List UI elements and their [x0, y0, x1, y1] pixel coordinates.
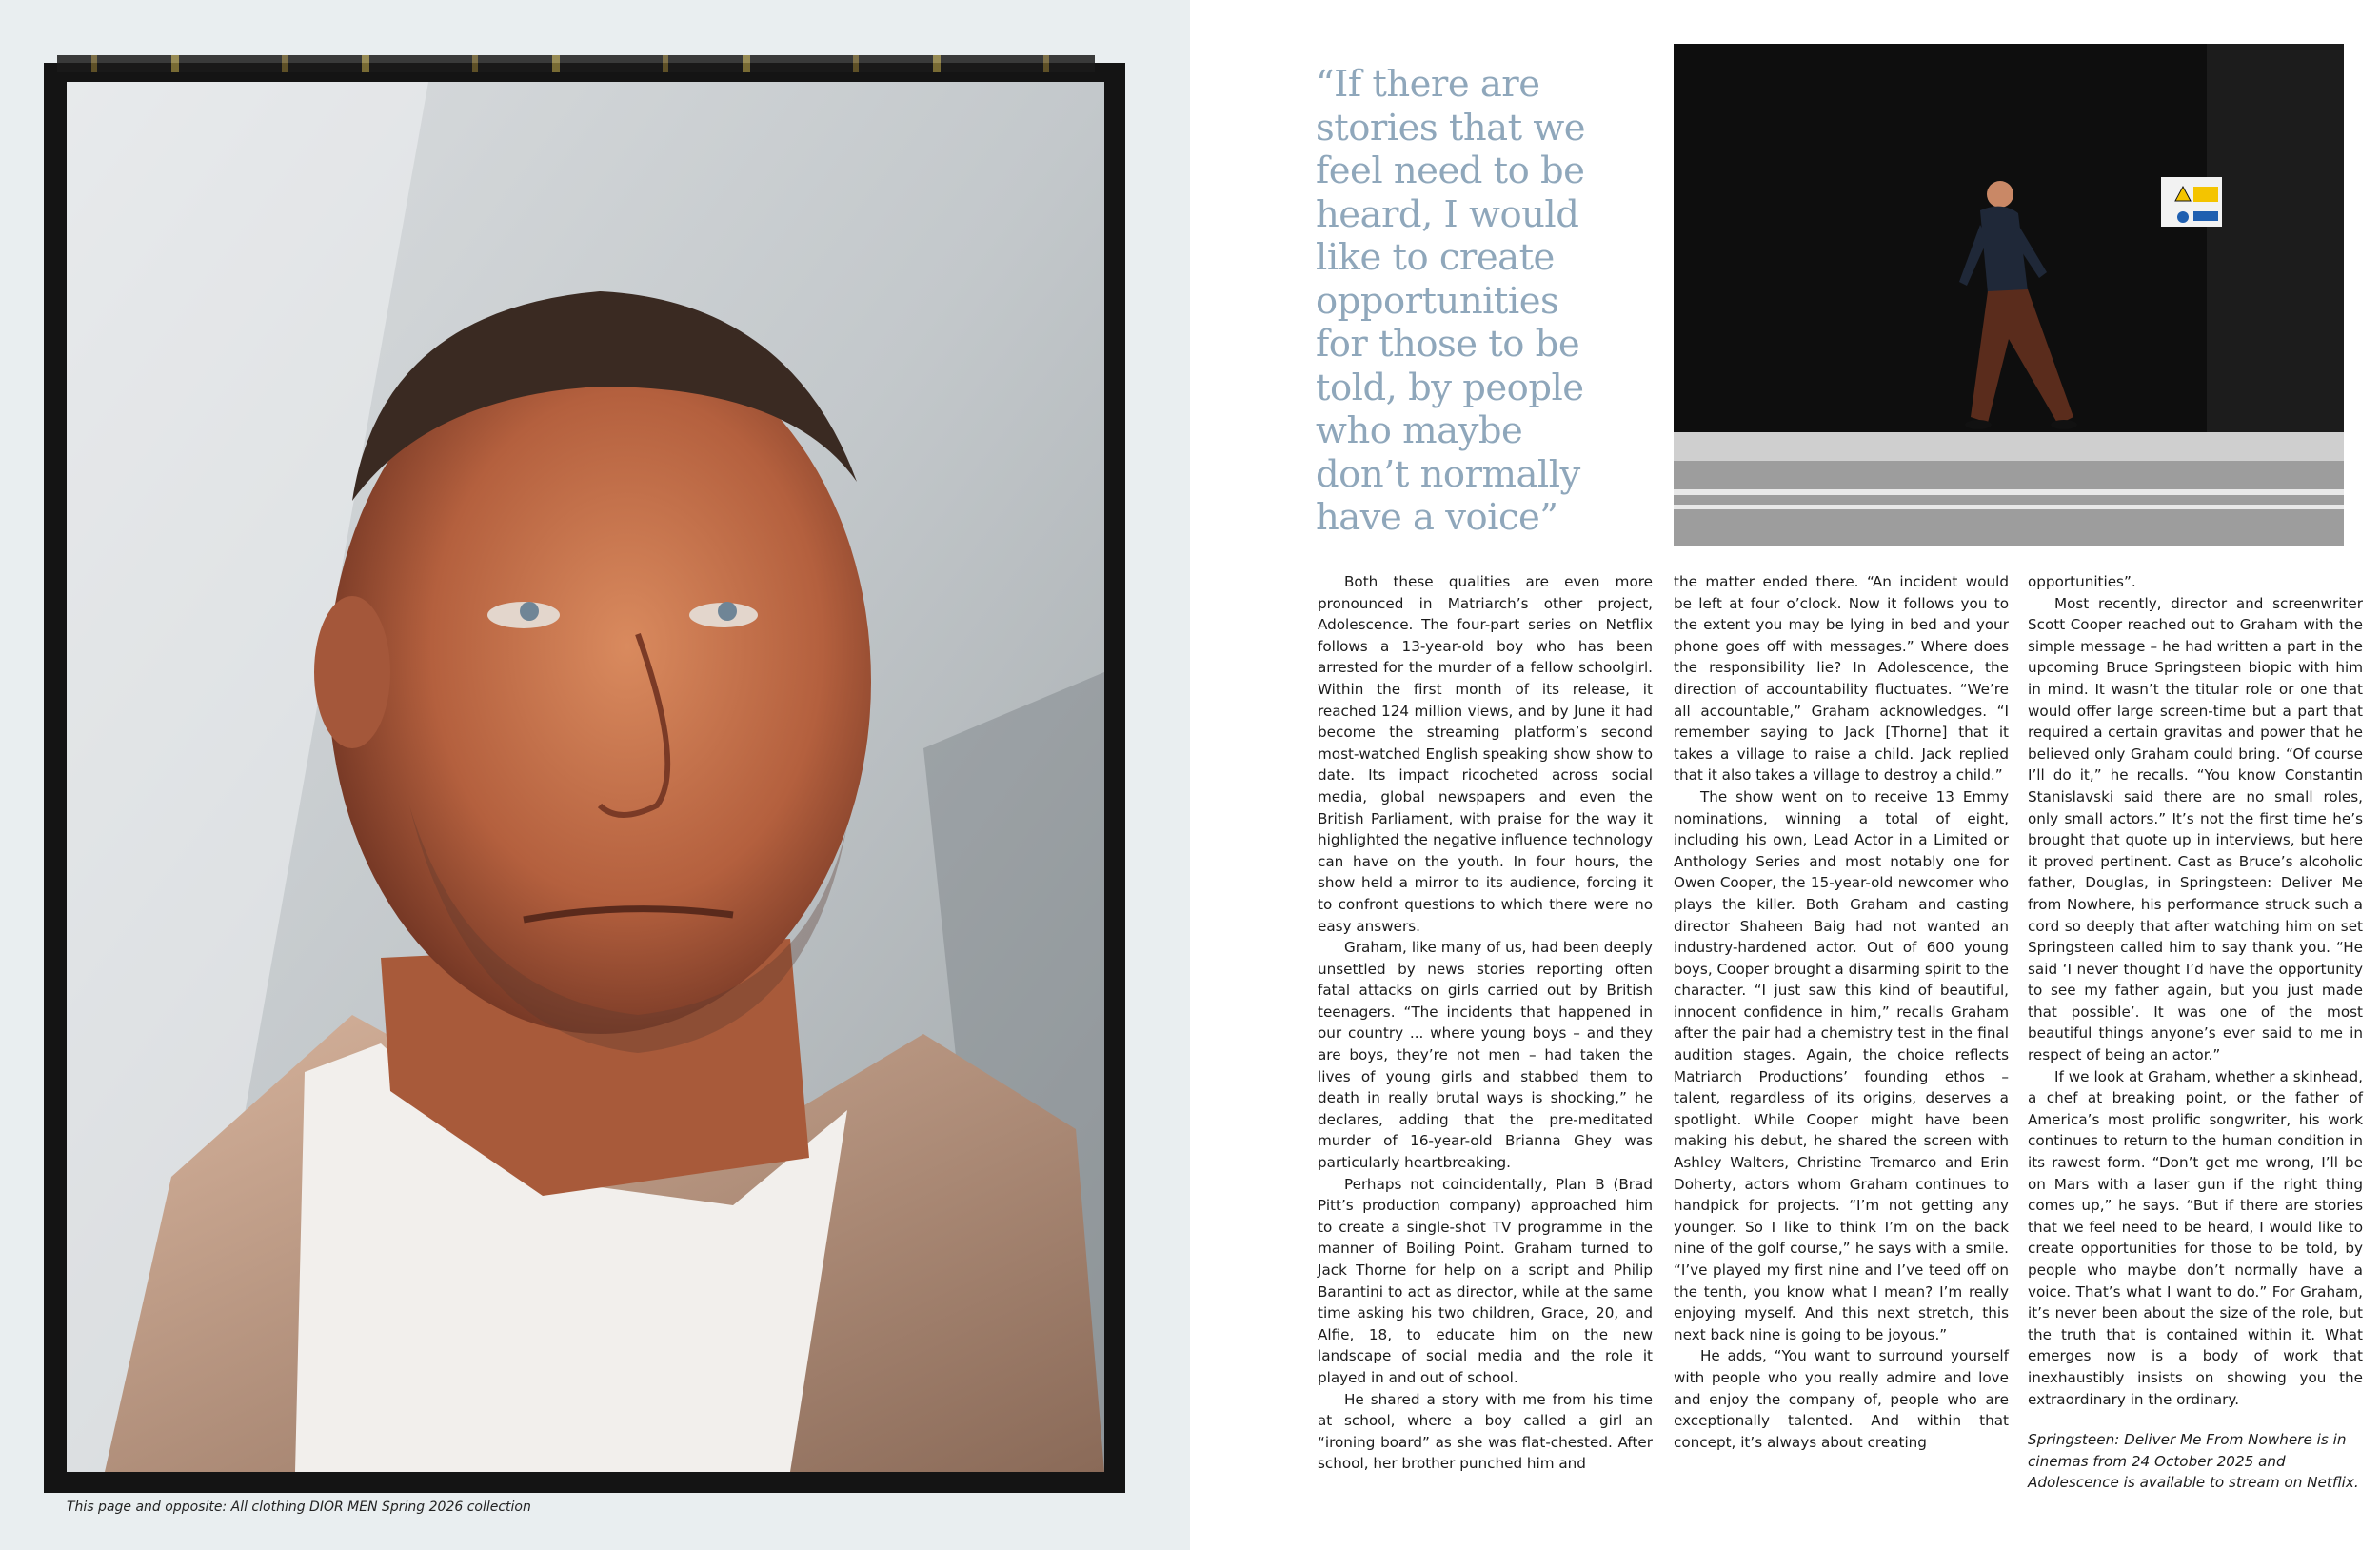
pull-quote: “If there are stories that we feel need to be heard, I would like to create opportunities for those to be told, by people who maybe don’t normally have a voice”: [1316, 63, 1586, 539]
article-column-1: [1318, 571, 1653, 1475]
paragraph: Most recently, director and screenwriter Scott Cooper reached out to Graham with the simple message – he had written a part in the upcoming Bruce Springsteen biopic with him in mind. It wasn’t the titular role or one that would offer large screen-time but a part that required a certain gravitas and power that he believed only Graham could bring. “Of course I’ll do it,” he recalls. “You know Constantin Stanislavski said there are no small roles, only small actors.” It’s not the first time he’s brought that quote up in interviews, but here it proved pertinent. Cast as Bruce’s alcoholic father, Douglas, in Springsteen: Deliver Me from Nowhere, his performance struck such a cord so deeply that after watching him on set Springsteen called him to say thank you. “He said ‘I never thought I’d have the opportunity to see my father again, but you just made that possible’. It was one of the most beautiful things anyone’s ever said to me in respect of being an actor.”: [2028, 594, 2363, 1064]
release-credit: Springsteen: Deliver Me From Nowhere is in cinemas from 24 October 2025 and Adolescence is available to stream on Netflix.: [2028, 1431, 2359, 1492]
portrait-image: [67, 82, 1104, 1472]
portrait-photo: [67, 82, 1104, 1472]
street-photo: [1674, 44, 2344, 546]
right-page: [1190, 0, 2380, 1550]
paragraph: Both these qualities are even more pronounced in Matriarch’s other project, Adolescence. The four-part series on Netflix follows a 13-year-old boy who has been arrested for the murder of a fellow schoolgirl. Within the first month of its release, it reached 124 million views, and by June it had become the streaming platform’s second most-watched English speaking show show to date. Its impact ricocheted across social media, global newspapers and even the British Parliament, with praise for the way it highlighted the negative influence technology can have on the youth. In four hours, the show held a mirror to its audience, forcing it to confront questions to which there were no easy answers.: [1318, 573, 1653, 935]
article-column-3: [2028, 571, 2363, 1494]
photo-caption: This page and opposite: All clothing DIOR MEN Spring 2026 collection: [67, 1500, 531, 1515]
paragraph: He shared a story with me from his time at school, where a boy called a girl an “ironing board” as she was flat-chested. After school, her brother punched him and: [1318, 1390, 1653, 1473]
paragraph: Graham, like many of us, had been deeply unsettled by news stories reporting often fatal attacks on girls carried out by British teenagers. “The incidents that happened in our country ... where young boys – and they are boys, they’re not men – had taken the lives of young girls and stabbed them to death in really brutal ways is shocking,” he declares, adding that the pre-meditated murder of 16-year-old Brianna Ghey was particularly heartbreaking.: [1318, 939, 1653, 1172]
paragraph: opportunities”.: [2028, 573, 2136, 590]
article-column-2: [1674, 571, 2009, 1453]
paragraph: The show went on to receive 13 Emmy nominations, winning a total of eight, including his own, Lead Actor in a Limited or Anthology Series and most notably one for Owen Cooper, the 15-year-old newcomer who plays the killer. Both Graham and casting director Shaheen Baig had not wanted an industry-hardened actor. Out of 600 young boys, Cooper brought a disarming spirit to the character. “I just saw this kind of beautiful, innocent confidence in him,” recalls Graham after the pair had a chemistry test in the final audition stages. Again, the choice reflects Matriarch Productions’ founding ethos – talent, regardless of its origins, deserves a spotlight. While Cooper might have been making his debut, he shared the screen with Ashley Walters, Christine Tremarco and Erin Doherty, actors whom Graham continues to handpick for projects. “I’m not getting any younger. So I like to think I’m on the back nine of the golf course,” he says with a smile. “I’ve played my first nine and I’ve teed off on the tenth, you know what I mean? I’m really enjoying myself. And this next stretch, this next back nine is going to be joyous.”: [1674, 787, 2009, 1343]
film-edge-markings: [57, 55, 1095, 72]
street-image: [1674, 44, 2344, 546]
paragraph: the matter ended there. “An incident would be left at four o’clock. Now it follows you to the extent you may be lying in bed and your phone goes off with messages.” Where does the responsibility lie? In Adolescence, the direction of accountability fluctuates. “We’re all accountable,” Graham acknowledges. “I remember saying to Jack [Thorne] that it takes a village to raise a child. Jack replied that it also takes a village to destroy a child.”: [1674, 573, 2009, 785]
paragraph: He adds, “You want to surround yourself with people who you really admire and love and enjoy the company of, people who are exceptionally talented. And within that concept, it’s always about creating: [1674, 1347, 2009, 1451]
paragraph: Perhaps not coincidentally, Plan B (Brad Pitt’s production company) approached him to create a single-shot TV programme in the manner of Boiling Point. Graham turned to Jack Thorne for help on a script and Philip Barantini to act as director, while at the same time asking his two children, Grace, 20, and Alfie, 18, to educate him on the new landscape of social media and the role it played in and out of school.: [1318, 1175, 1653, 1386]
paragraph: If we look at Graham, whether a skinhead, a chef at breaking point, or the father of America’s most prolific songwriter, his work continues to return to the human condition in its rawest form. “Don’t get me wrong, I’ll be on Mars with a laser gun if the right thing comes up,” he says. “But if there are stories that we feel need to be heard, I would like to create opportunities for those to be told, by people who maybe don’t normally have a voice. That’s what I want to do.” For Graham, it’s never been about the size of the role, but the truth that is contained within it. What emerges now is a body of work that inexhaustibly insists on showing you the extraordinary in the ordinary.: [2028, 1067, 2363, 1408]
